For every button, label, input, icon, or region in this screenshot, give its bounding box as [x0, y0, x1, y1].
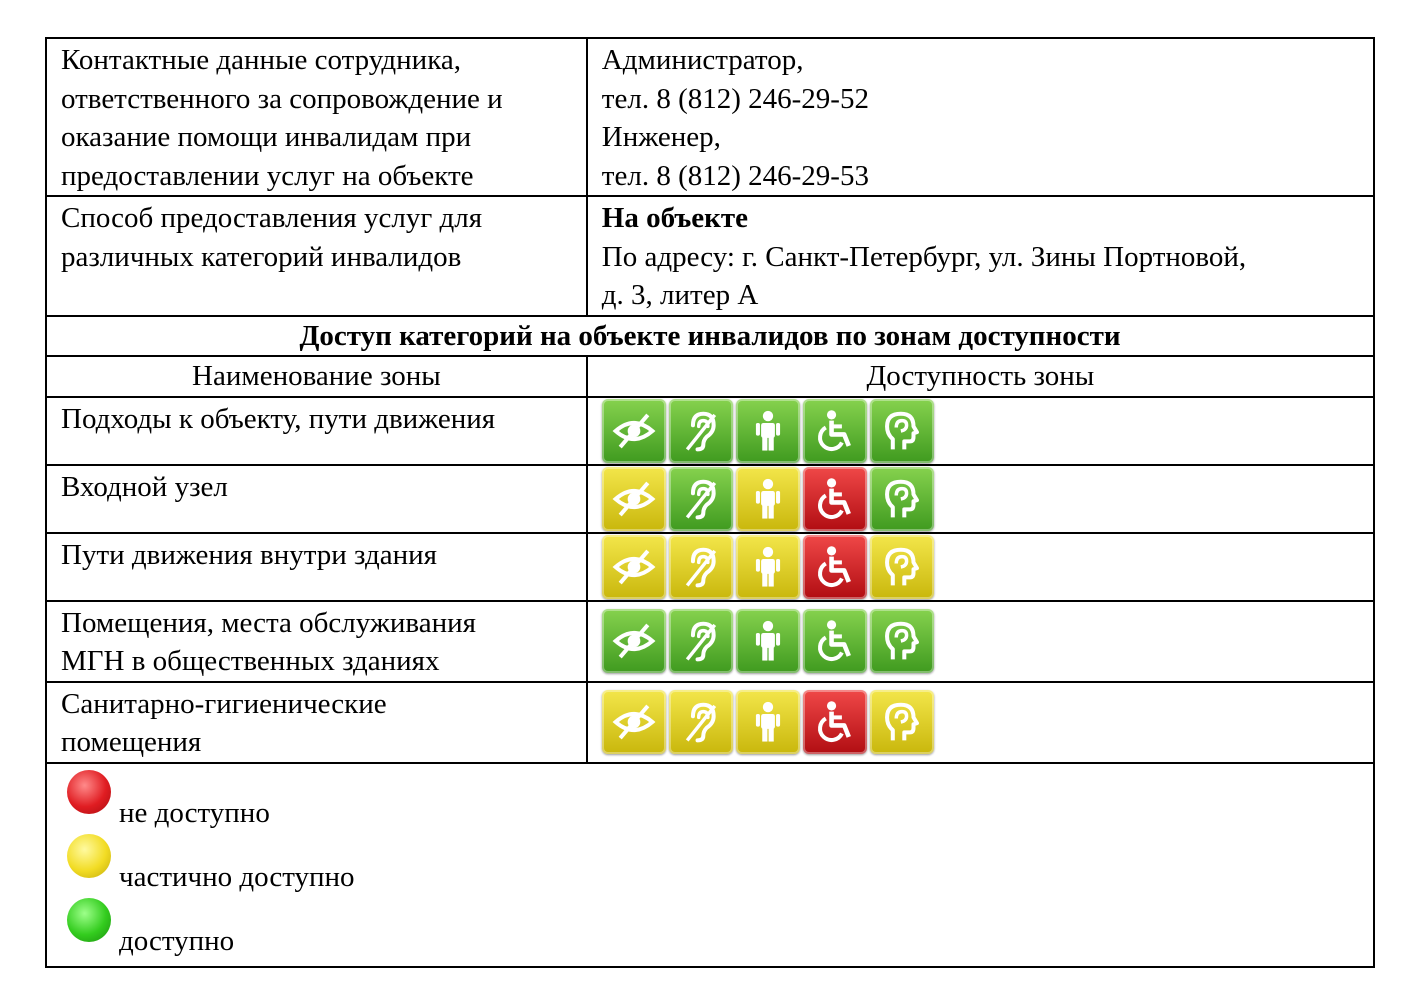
- head-icon: [870, 399, 934, 463]
- method-label-line: Способ предоставления услуг для: [61, 202, 483, 234]
- eye-icon: [602, 690, 666, 754]
- wheelchair-icon: [803, 467, 867, 531]
- column-header-zone-access: Доступность зоны: [587, 356, 1374, 397]
- legend-item-green: [67, 898, 1359, 962]
- contact-row: [46, 38, 1374, 196]
- eye-icon: [602, 535, 666, 599]
- head-icon: [870, 609, 934, 673]
- accessibility-icons: [602, 690, 1373, 754]
- section-title-row: [46, 316, 1374, 357]
- legend: [46, 763, 1374, 967]
- zone-name-cell: [46, 397, 587, 465]
- ear-icon: [669, 690, 733, 754]
- ear-icon: [669, 467, 733, 531]
- eye-icon: [602, 399, 666, 463]
- zone-row: [46, 465, 1374, 533]
- person-icon: [736, 399, 800, 463]
- column-header-zone-name: Наименование зоны: [46, 356, 587, 397]
- zone-name-line: Пути движения внутри здания: [61, 538, 437, 571]
- person-icon: [736, 467, 800, 531]
- wheelchair-icon: [803, 535, 867, 599]
- zone-access-cell: [587, 533, 1374, 601]
- wheelchair-icon: [803, 609, 867, 673]
- accessibility-icons: [602, 535, 1373, 599]
- contact-label-line: предоставлении услуг на объекте: [61, 159, 474, 192]
- ear-icon: [669, 609, 733, 673]
- zone-name-cell: [46, 601, 587, 682]
- contact-value-line: тел. 8 (812) 246-29-53: [601, 159, 869, 192]
- contact-label-cell: [46, 38, 587, 196]
- contact-label-line: Контактные данные сотрудника,: [61, 44, 461, 76]
- zone-rows: [46, 397, 1374, 763]
- zone-name-line: Помещения, места обслуживания: [61, 606, 476, 639]
- zone-name-cell: [46, 465, 587, 533]
- accessibility-icons: [602, 467, 1373, 531]
- person-icon: [736, 690, 800, 754]
- contact-label-line: оказание помощи инвалидам при: [61, 121, 472, 153]
- legend-dot-yellow: [67, 834, 111, 878]
- zone-row: [46, 397, 1374, 465]
- zone-name-line: Санитарно-гигиенические: [61, 687, 387, 720]
- zone-name-line: помещения: [61, 726, 202, 758]
- wheelchair-icon: [803, 399, 867, 463]
- legend-label: не доступно: [119, 796, 270, 829]
- zone-access-cell: [587, 397, 1374, 465]
- method-value-line: По адресу: г. Санкт-Петербург, ул. Зины Портновой,: [601, 240, 1247, 273]
- legend-item-red: [67, 770, 1359, 834]
- zone-name-cell: [46, 533, 587, 601]
- legend-dot-green: [67, 898, 111, 942]
- head-icon: [870, 690, 934, 754]
- ear-icon: [669, 399, 733, 463]
- zone-name-line: Подходы к объекту, пути движения: [61, 402, 496, 435]
- legend-item-yellow: [67, 834, 1359, 898]
- zone-access-cell: [587, 682, 1374, 763]
- person-icon: [736, 609, 800, 673]
- zone-access-cell: [587, 601, 1374, 682]
- method-row: [46, 196, 1374, 316]
- ear-icon: [669, 535, 733, 599]
- method-label-cell: [46, 196, 587, 316]
- person-icon: [736, 535, 800, 599]
- contact-value-line: тел. 8 (812) 246-29-52: [601, 82, 869, 115]
- wheelchair-icon: [803, 690, 867, 754]
- zone-row: [46, 601, 1374, 682]
- zone-row: [46, 533, 1374, 601]
- accessibility-icons: [602, 609, 1373, 673]
- accessibility-table: [45, 37, 1375, 968]
- contact-value-line: Инженер,: [601, 121, 721, 153]
- zone-row: [46, 682, 1374, 763]
- contact-value-cell: [587, 38, 1374, 196]
- zone-access-cell: [587, 465, 1374, 533]
- eye-icon: [602, 609, 666, 673]
- zone-name-line: Входной узел: [61, 470, 228, 503]
- method-label-line: различных категорий инвалидов: [61, 240, 462, 273]
- contact-value-line: Администратор,: [601, 44, 804, 76]
- method-value-cell: [587, 196, 1374, 316]
- method-value-title: На объекте: [601, 202, 748, 234]
- legend-label: доступно: [119, 924, 235, 957]
- head-icon: [870, 535, 934, 599]
- section-title: Доступ категорий на объекте инвалидов по зонам доступности: [46, 316, 1374, 357]
- column-header-row: [46, 356, 1374, 397]
- eye-icon: [602, 467, 666, 531]
- accessibility-icons: [602, 399, 1373, 463]
- method-value-line: д. 3, литер А: [601, 279, 759, 311]
- head-icon: [870, 467, 934, 531]
- legend-label: частично доступно: [119, 860, 355, 893]
- contact-label-line: ответственного за сопровождение и: [61, 82, 503, 115]
- legend-row: [46, 763, 1374, 967]
- zone-name-cell: [46, 682, 587, 763]
- legend-dot-red: [67, 770, 111, 814]
- zone-name-line: МГН в общественных зданиях: [61, 645, 440, 677]
